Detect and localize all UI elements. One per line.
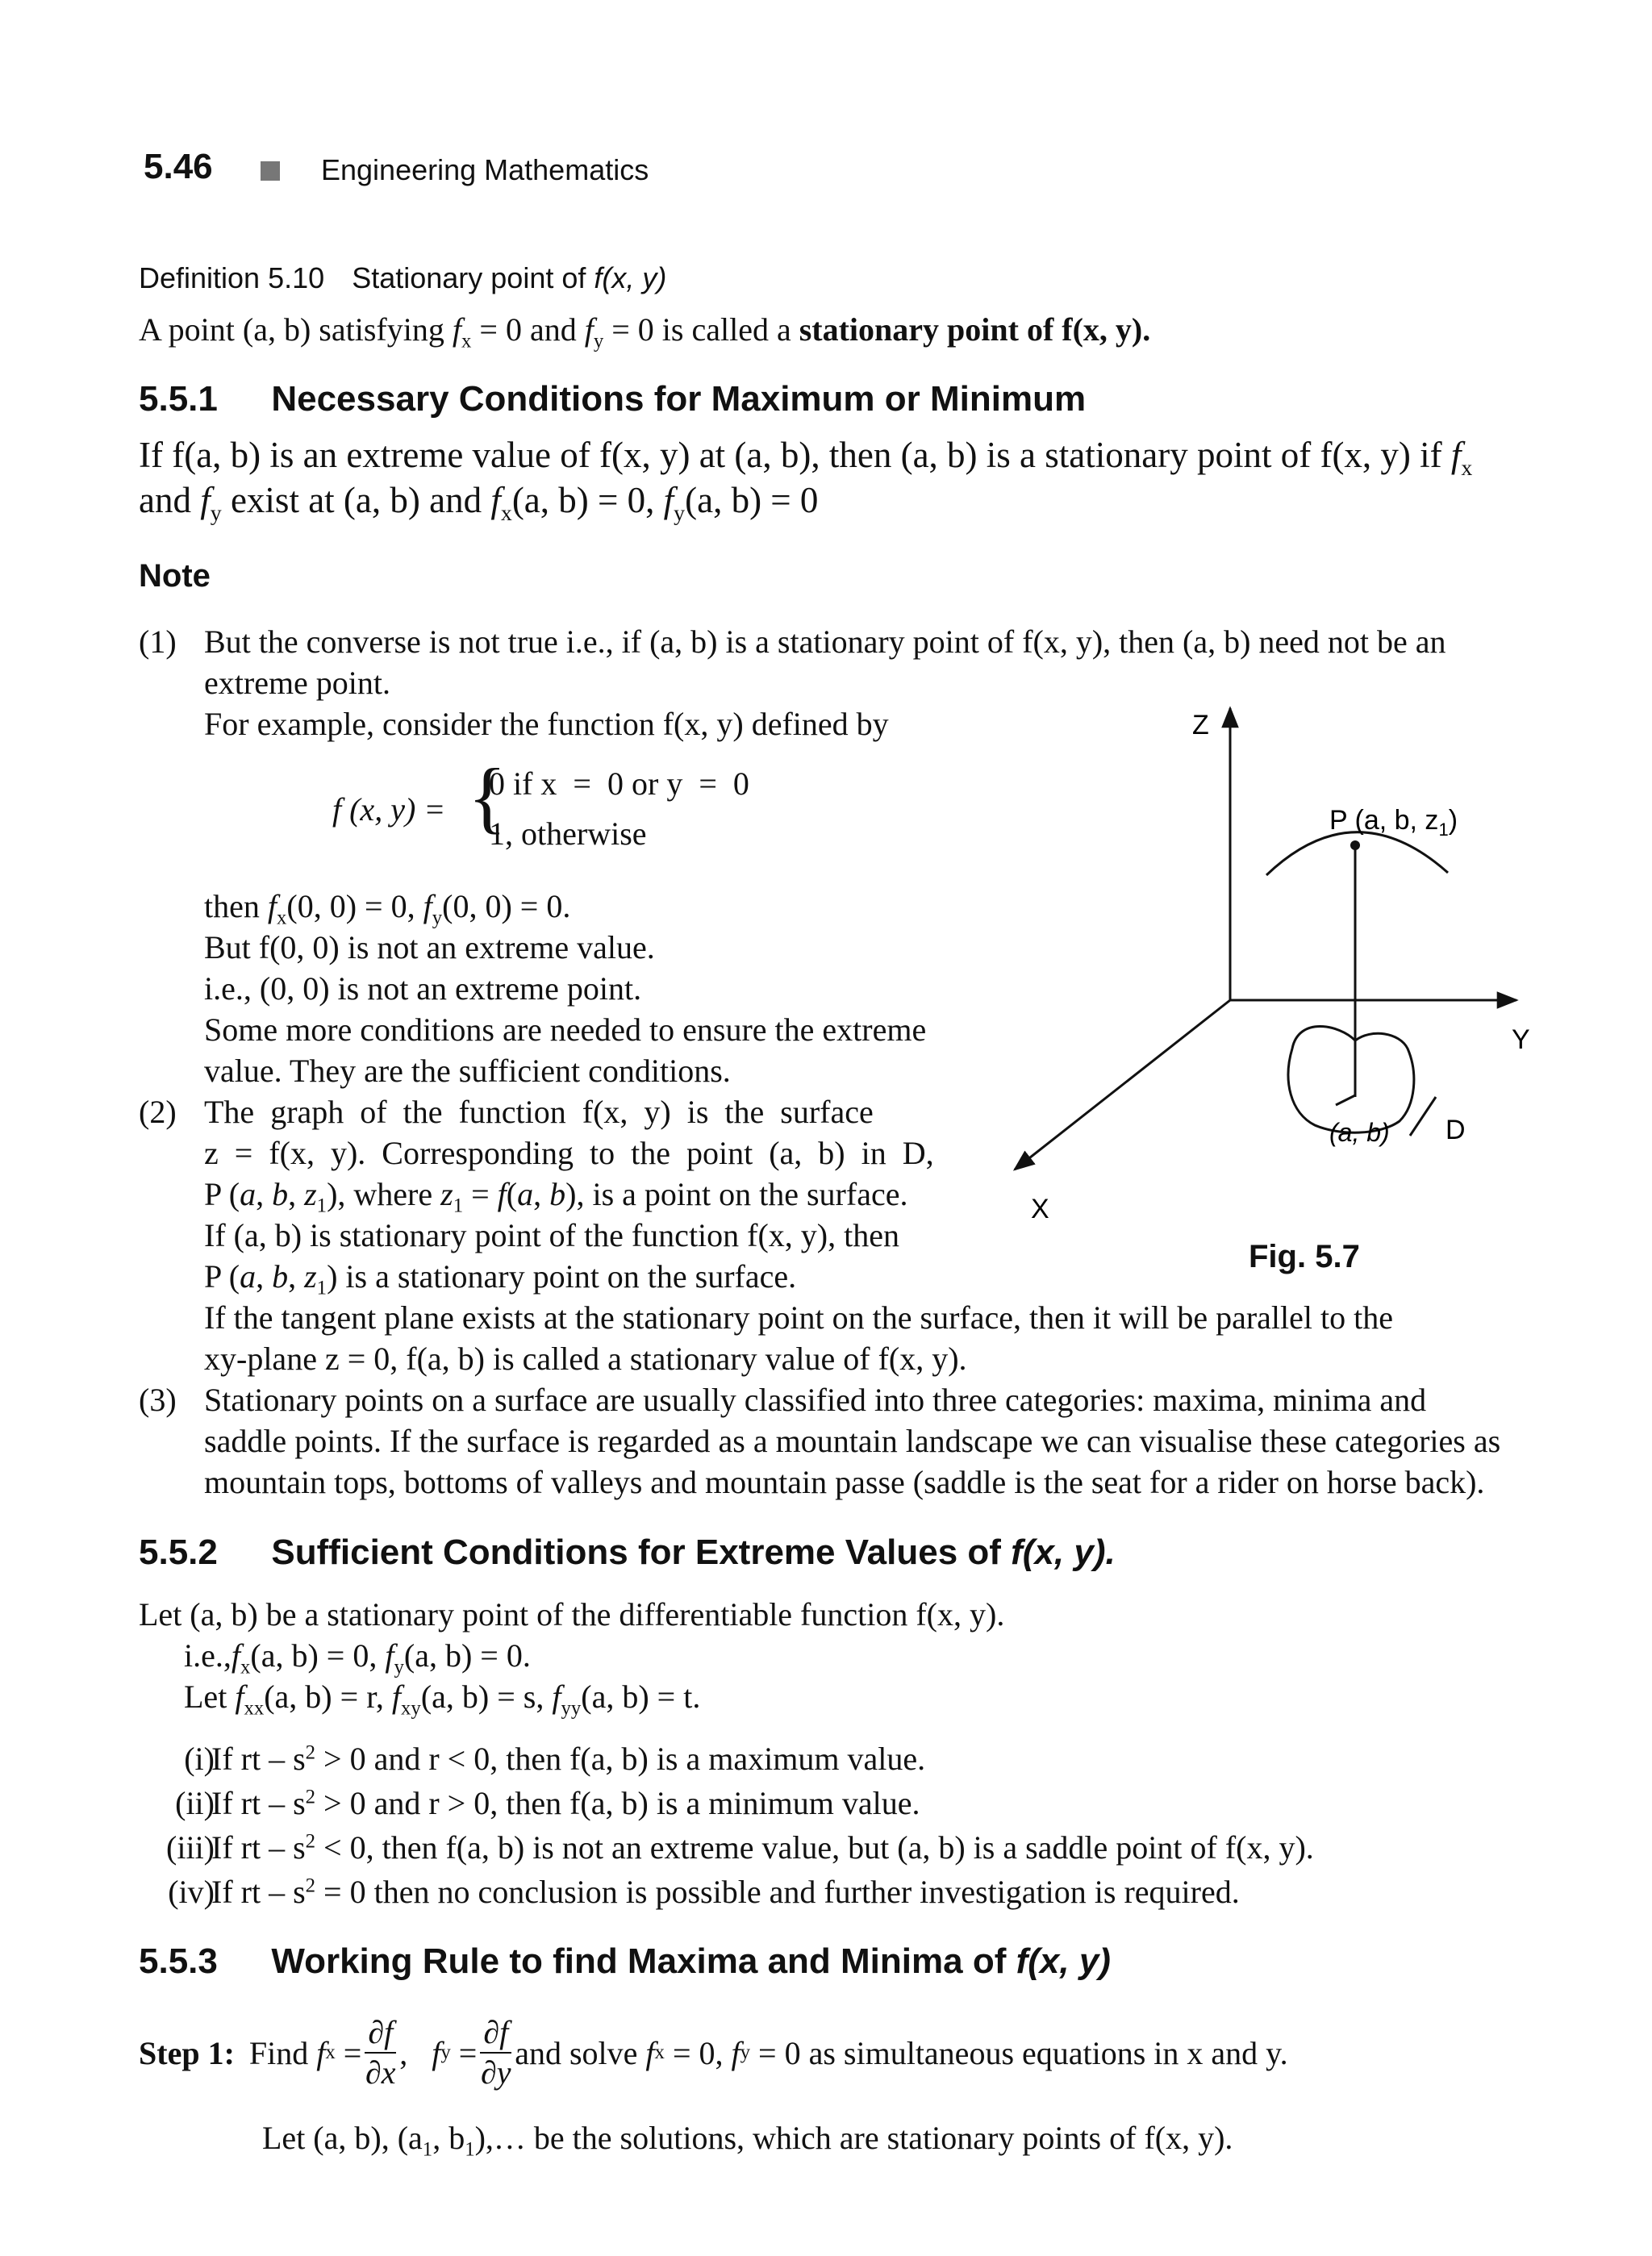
- section-551-title: Necessary Conditions for Maximum or Minimum: [271, 379, 1087, 419]
- definition-label: Definition 5.10: [139, 261, 325, 294]
- axis-x-label: X: [1031, 1194, 1049, 1224]
- note-heading: Note: [139, 558, 211, 594]
- section-553-title: Working Rule to find Maxima and Minima of: [271, 1941, 1007, 1981]
- region-point-label: (a, b): [1329, 1118, 1390, 1147]
- definition-heading: [139, 261, 666, 295]
- book-title: Engineering Mathematics: [321, 153, 649, 186]
- note-item2-line5: P (a, b, $z_1$) is a stationary point on the surface.: [204, 1258, 797, 1299]
- note-item2-line2: z = f(x, y). Corresponding to the point (a, b) in D,: [204, 1135, 934, 1171]
- note-item3-line3: mountain tops, bottoms of valleys and mountain passe (saddle is the seat for a rider on horse back).: [204, 1464, 1485, 1500]
- item2-line3-text: is a point on the surface.: [592, 1176, 908, 1212]
- cond-ii: If rt – $s^2 > 0$ and r > 0, then f(a, b) is a minimum value.: [211, 1785, 920, 1821]
- note-item2-line6: If the tangent plane exists at the stationary point on the surface, then it will be parallel to the: [204, 1299, 1393, 1336]
- section-551-line2: and $f_y$ exist at (a, b) and $f_x(a$, b) = 0, $f_y(a$, b) = 0: [139, 480, 819, 526]
- piecewise-case2: 1, otherwise: [489, 815, 647, 852]
- cond-iii-if: If rt – s: [211, 1829, 306, 1866]
- cond-i: If rt – $s^2 > 0$ and r < 0, then f(a, b) is a maximum value.: [211, 1741, 926, 1777]
- step1-let2: , b: [432, 2120, 465, 2156]
- ie-fy: (a, b) = 0.: [403, 1637, 531, 1674]
- section-552-title-func: f(x, y).: [1011, 1532, 1116, 1572]
- section-551-line1: If f(a, b) is an extreme value of f(x, y) at (a, b), then (a, b) is a stationary point of f(x, y) if $f_x$: [139, 435, 1473, 481]
- surface-arc: [1266, 832, 1448, 875]
- let-fxy: (a, b) = s,: [420, 1678, 544, 1715]
- axis-y-label: Y: [1512, 1024, 1530, 1055]
- piecewise-brace: {: [468, 752, 507, 841]
- note-item3-line1: Stationary points on a surface are usually classified into three categories: maxima, minima and: [204, 1382, 1427, 1418]
- but-line: But f(0, 0) is not an extreme value.: [204, 929, 655, 965]
- step1-find: Find: [248, 2034, 309, 2071]
- cond-ii-num: (ii): [175, 1785, 215, 1821]
- then-fy: (0, 0) = 0.: [442, 888, 571, 924]
- section-551-fx: (a, b) = 0,: [511, 480, 655, 520]
- region-d: [1288, 1027, 1414, 1133]
- then-line: then $f_x(0$, 0) = 0, $f_y(0$, 0) = 0.: [204, 888, 571, 929]
- section-552-number: 5.5.2: [139, 1532, 218, 1572]
- page-number: 5.46: [144, 147, 213, 186]
- step1-let-line: Let (a, b), ($a_1$, $b_1),\dots$ be the solutions, which are stationary points of f(x, y).: [262, 2120, 1233, 2161]
- definition-title: Stationary point of: [352, 261, 586, 294]
- step1-solve: and solve: [515, 2034, 638, 2071]
- fraction-df-dy: $\frac{\partial f}{\partial y}$: [481, 2014, 511, 2091]
- cond-iv: If rt – $s^2 = 0$ then no conclusion is possible and further investigation is required.: [211, 1874, 1240, 1910]
- header-square-icon: [261, 161, 280, 181]
- step1-label: Step 1:: [139, 2034, 235, 2071]
- cond-ii-text: > 0 and r > 0, then f(a, b) is a minimum value.: [323, 1785, 920, 1821]
- cond-iii-text: < 0, then f(a, b) is not an extreme value, but (a, b) is a saddle point of f(x, y).: [323, 1829, 1314, 1866]
- point-p: [1350, 840, 1360, 850]
- piecewise-lhs: f (x, y) =: [332, 791, 446, 828]
- ie-text: i.e.,: [184, 1637, 232, 1674]
- section-552-intro: Let (a, b) be a stationary point of the differentiable function f(x, y).: [139, 1596, 1005, 1633]
- fraction-df-dx: $\frac{\partial f}{\partial x}$: [365, 2014, 396, 2091]
- more-line2: value. They are the sufficient conditions.: [204, 1053, 731, 1089]
- section-552-title: Sufficient Conditions for Extreme Values of: [271, 1532, 1001, 1572]
- region-pointer: [1410, 1097, 1436, 1136]
- axis-z-label: Z: [1192, 710, 1209, 740]
- cond-iii: If rt – $s^2 < 0$, then f(a, b) is not an extreme value, but (a, b) is a saddle point of f(x, y).: [211, 1829, 1314, 1866]
- figure-caption: Fig. 5.7: [1249, 1239, 1360, 1274]
- note-item2-line3: P (a, b, $z_1$), where $z_1 = f(a$, b), is a point on the surface.: [204, 1176, 908, 1217]
- note-item1-line2: extreme point.: [204, 665, 391, 701]
- definition-bold: stationary point of f(x, y).: [799, 311, 1151, 348]
- more-line1: Some more conditions are needed to ensure the extreme: [204, 1011, 927, 1048]
- step1-line: Step 1: Find f x = $\frac{\partial f}{\partial x}$ , f y = $\frac{\partial f}{\partial y}$ and solve f x = 0, f y = 0 as simultaneous equations in x and y.: [139, 2014, 1288, 2091]
- cond-ii-if: If rt – s: [211, 1785, 306, 1821]
- section-551-number: 5.5.1: [139, 379, 218, 419]
- section-552-let: Let $f_{xx}(a$, b) = r, $f_{xy}(a$, b) = s, $f_{yy}(a$, b) = t.: [184, 1678, 701, 1720]
- then-fx: (0, 0) = 0,: [286, 888, 415, 924]
- let-fxx: (a, b) = r,: [264, 1678, 384, 1715]
- section-551-text: If f(a, b) is an extreme value of f(x, y) at (a, b), then (a, b) is a stationary point of f(x, y) if: [139, 435, 1442, 475]
- definition-statement: A point (a, b) satisfying $f_x = 0$ and $f_y = 0$ is called a stationary point of f(x, y).: [139, 311, 1151, 352]
- section-553-heading: [139, 1941, 1111, 1982]
- note-item1-line3: For example, consider the function f(x, y) defined by: [204, 706, 889, 742]
- then-text: then: [204, 888, 260, 924]
- note-item2-num: (2): [139, 1094, 177, 1130]
- region-d-label: D: [1446, 1115, 1466, 1145]
- definition-text: A point (a, b) satisfying: [139, 311, 444, 348]
- item2-line5-text: is a stationary point on the surface.: [345, 1258, 797, 1295]
- cond-i-num: (i): [184, 1741, 215, 1777]
- note-item2-line7: xy-plane z = 0, f(a, b) is called a stationary value of f(x, y).: [204, 1341, 967, 1377]
- cond-iii-num: (iii): [166, 1829, 215, 1866]
- note-item2-line1: The graph of the function f(x, y) is the surface: [204, 1094, 874, 1130]
- step1-let: Let (a, b), (a: [262, 2120, 423, 2156]
- definition-text-2: = 0 and: [479, 311, 577, 348]
- note-item1-num: (1): [139, 623, 177, 660]
- region-tick: [1336, 1095, 1355, 1105]
- cond-iv-if: If rt – s: [211, 1874, 306, 1910]
- ie-line: i.e., (0, 0) is not an extreme point.: [204, 970, 642, 1007]
- x-axis: [1015, 1000, 1230, 1170]
- figure-5-7: [1000, 694, 1565, 1274]
- section-551-exist: exist at (a, b) and: [230, 480, 482, 520]
- cond-i-text: > 0 and r < 0, then f(a, b) is a maximum value.: [323, 1741, 926, 1777]
- note-item2-line4: If (a, b) is stationary point of the function f(x, y), then: [204, 1217, 899, 1253]
- section-553-title-func: f(x, y): [1016, 1941, 1111, 1981]
- step1-eq: = 0 as simultaneous equations in x and y.: [758, 2034, 1288, 2071]
- piecewise-case1: 0 if x = 0 or y = 0: [489, 765, 749, 802]
- cond-i-if: If rt – s: [211, 1741, 306, 1777]
- cond-iv-num: (iv): [168, 1874, 215, 1910]
- step1-mid: = 0,: [672, 2034, 724, 2071]
- definition-title-func: f(x, y): [594, 261, 667, 294]
- section-551-and: and: [139, 480, 191, 520]
- let-text: Let: [184, 1678, 227, 1715]
- point-p-label: P (a, b, $z_1$): [1329, 805, 1458, 840]
- section-553-number: 5.5.3: [139, 1941, 218, 1981]
- note-item3-line2: saddle points. If the surface is regarded as a mountain landscape we can visualise these categories as: [204, 1423, 1501, 1459]
- let-fyy: (a, b) = t.: [581, 1678, 701, 1715]
- section-552-heading: [139, 1532, 1116, 1573]
- note-item3-num: (3): [139, 1382, 177, 1418]
- section-551-fy: (a, b) = 0: [685, 480, 819, 520]
- step1-let3: ),… be the solutions, which are stationary points of f(x, y).: [474, 2120, 1233, 2156]
- ie-fx: (a, b) = 0,: [250, 1637, 378, 1674]
- cond-iv-text: = 0 then no conclusion is possible and further investigation is required.: [323, 1874, 1240, 1910]
- section-551-heading: [139, 379, 1086, 419]
- section-552-ie: $i.e.,f_x(a$, b) = 0, $f_y(a$, b) = 0.: [184, 1637, 531, 1678]
- definition-text-3: = 0 is called a: [611, 311, 791, 348]
- note-item1-line1: But the converse is not true i.e., if (a, b) is a stationary point of f(x, y), then (a, b) need not be an: [204, 623, 1446, 660]
